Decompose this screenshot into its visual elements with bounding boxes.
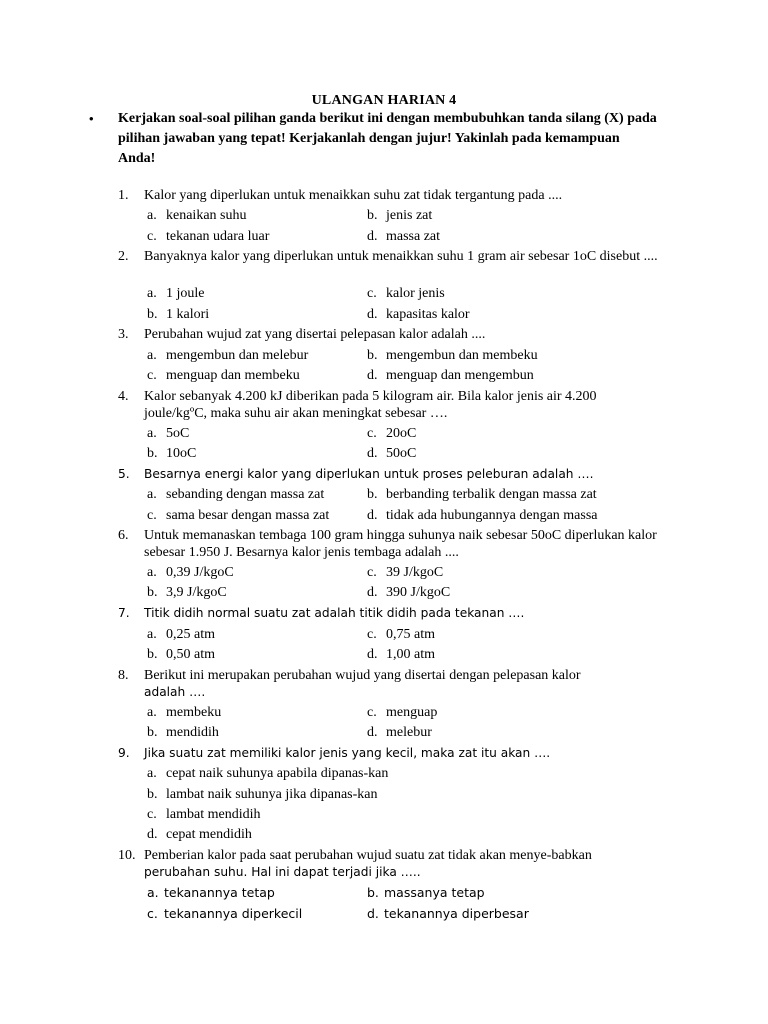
option-8c[interactable]: c. menguap (367, 705, 438, 720)
option-4c[interactable]: c. 20oC (367, 426, 417, 441)
option-10b[interactable]: b. massanya tetap (367, 885, 485, 900)
option-7d[interactable]: d. 1,00 atm (367, 647, 435, 662)
question-6 (118, 527, 658, 561)
instructions-text: Kerjakan soal-soal pilihan ganda berikut ini dengan membubuhkan tanda silang (X) pada pilihan jawaban yang tepat! Kerjakanlah dengan jujur! Yakinlah pada kemampuan Anda! (118, 111, 657, 166)
option-3d[interactable]: d. menguap dan mengembun (367, 368, 534, 383)
question-3 (118, 326, 658, 343)
question-1 (118, 187, 658, 204)
option-9a[interactable]: a. cepat naik suhunya apabila dipanas-kan (147, 766, 389, 781)
option-9b[interactable]: b. lambat naik suhunya jika dipanas-kan (147, 787, 378, 802)
option-1a[interactable]: a. kenaikan suhu (147, 208, 247, 223)
option-7a[interactable]: a. 0,25 atm (147, 627, 215, 642)
option-8d[interactable]: d. melebur (367, 725, 432, 740)
question-number: 3. (118, 327, 129, 342)
question-number: 9. (118, 746, 130, 760)
question-text: Besarnya energi kalor yang diperlukan untuk proses peleburan adalah …. (144, 467, 594, 481)
option-4a[interactable]: a. 5oC (147, 426, 190, 441)
option-6a[interactable]: a. 0,39 J/kgoC (147, 565, 234, 580)
option-2a[interactable]: a. 1 joule (147, 286, 205, 301)
option-7b[interactable]: b. 0,50 atm (147, 647, 215, 662)
option-4d[interactable]: d. 50oC (367, 446, 417, 461)
question-text: Titik didih normal suatu zat adalah titik didih pada tekanan …. (144, 606, 525, 620)
question-number: 2. (118, 249, 129, 264)
question-2 (118, 248, 658, 265)
question-text: Banyaknya kalor yang diperlukan untuk menaikkan suhu 1 gram air sebesar 1oC disebut .... (144, 249, 658, 264)
option-8b[interactable]: b. mendidih (147, 725, 219, 740)
option-9c[interactable]: c. lambat mendidih (147, 807, 261, 822)
question-number: 1. (118, 188, 129, 203)
option-3a[interactable]: a. mengembun dan melebur (147, 348, 309, 363)
question-text: Kalor yang diperlukan untuk menaikkan suhu zat tidak tergantung pada .... (144, 188, 563, 203)
instructions (89, 109, 659, 169)
question-10 (118, 847, 658, 881)
option-1b[interactable]: b. jenis zat (367, 208, 433, 223)
option-5a[interactable]: a. sebanding dengan massa zat (147, 487, 325, 502)
option-6c[interactable]: c. 39 J/kgoC (367, 565, 444, 580)
question-text-continuation: adalah …. (144, 685, 206, 699)
question-5 (118, 466, 658, 483)
option-8a[interactable]: a. membeku (147, 705, 222, 720)
option-1d[interactable]: d. massa zat (367, 229, 441, 244)
question-9 (118, 745, 658, 762)
option-5b[interactable]: b. berbanding terbalik dengan massa zat (367, 487, 597, 502)
question-4 (118, 388, 658, 422)
question-text: Berikut ini merupakan perubahan wujud yang disertai dengan pelepasan kalor (144, 668, 581, 683)
question-text: Kalor sebanyak 4.200 kJ diberikan pada 5 kilogram air. Bila kalor jenis air 4.200 joule/kgºC, maka suhu air akan meningkat sebesar …. (144, 389, 597, 421)
question-number: 10. (118, 848, 136, 863)
document-title: ULANGAN HARIAN 4 (311, 93, 457, 108)
question-text: Pemberian kalor pada saat perubahan wujud suatu zat tidak akan menye-babkan (144, 848, 592, 863)
option-1c[interactable]: c. tekanan udara luar (147, 229, 270, 244)
option-9d[interactable]: d. cepat mendidih (147, 827, 252, 842)
option-4b[interactable]: b. 10oC (147, 446, 197, 461)
question-number: 4. (118, 389, 129, 404)
option-5d[interactable]: d. tidak ada hubungannya dengan massa (367, 508, 598, 523)
question-number: 8. (118, 668, 129, 683)
question-text: Untuk memanaskan tembaga 100 gram hingga suhunya naik sebesar 50oC diperlukan kalor sebesar 1.950 J. Besarnya kalor jenis tembaga adalah .... (144, 528, 657, 560)
option-2b[interactable]: b. 1 kalori (147, 307, 210, 322)
option-6b[interactable]: b. 3,9 J/kgoC (147, 585, 227, 600)
question-text: Jika suatu zat memiliki kalor jenis yang kecil, maka zat itu akan …. (144, 746, 551, 760)
option-10c[interactable]: c. tekanannya diperkecil (147, 906, 303, 921)
question-8 (118, 667, 658, 701)
option-2d[interactable]: d. kapasitas kalor (367, 307, 470, 322)
question-text: Perubahan wujud zat yang disertai pelepasan kalor adalah .... (144, 327, 486, 342)
option-10d[interactable]: d. tekanannya diperbesar (367, 906, 529, 921)
option-10a[interactable]: a. tekanannya tetap (147, 885, 275, 900)
question-number: 5. (118, 467, 130, 481)
option-7c[interactable]: c. 0,75 atm (367, 627, 435, 642)
question-number: 7. (118, 606, 130, 620)
question-number: 6. (118, 528, 129, 543)
question-7 (118, 605, 658, 622)
option-2c[interactable]: c. kalor jenis (367, 286, 445, 301)
option-6d[interactable]: d. 390 J/kgoC (367, 585, 451, 600)
question-text-continuation: perubahan suhu. Hal ini dapat terjadi jika ….. (144, 865, 421, 879)
bullet-icon: • (89, 111, 94, 126)
option-3b[interactable]: b. mengembun dan membeku (367, 348, 538, 363)
option-3c[interactable]: c. menguap dan membeku (147, 368, 300, 383)
option-5c[interactable]: c. sama besar dengan massa zat (147, 508, 330, 523)
